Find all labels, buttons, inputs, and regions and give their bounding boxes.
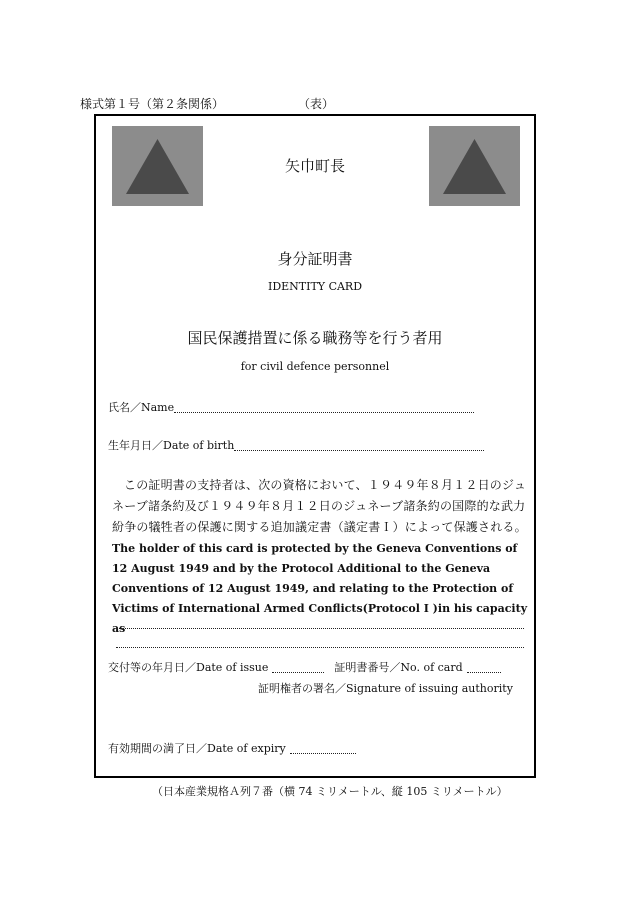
size-footnote: （日本産業規格Ａ列７番（横 74 ミリメートル、縦 105 ミリメートル） bbox=[152, 785, 508, 798]
name-field bbox=[108, 399, 474, 415]
issue-date-fill-line[interactable] bbox=[272, 671, 324, 673]
issue-date-label: 交付等の年月日／Date of issue bbox=[108, 661, 269, 674]
dob-fill-line[interactable] bbox=[234, 449, 484, 451]
card-number-label: 証明書番号／No. of card bbox=[334, 661, 463, 674]
dob-label: 生年月日／Date of birth bbox=[108, 439, 235, 452]
card-subtitle-en: for civil defence personnel bbox=[240, 360, 390, 373]
card-title-en: IDENTITY CARD bbox=[267, 280, 363, 293]
form-label: 様式第１号（第２条関係） bbox=[80, 97, 225, 111]
expiry-field bbox=[108, 740, 356, 756]
expiry-label: 有効期間の満了日／Date of expiry bbox=[108, 742, 286, 755]
protection-statement-en: The holder of this card is protected by the Geneva Conventions of 12 August 1949 and by the Protocol Additional to the Geneva Conventions of 12 August 1949, and relating to the Protection of Victims of International Armed Conflicts(Protocol I )in his capacity as bbox=[112, 542, 528, 635]
capacity-fill-line-1[interactable] bbox=[116, 628, 524, 629]
expiry-fill-line[interactable] bbox=[290, 752, 356, 754]
name-label: 氏名／Name bbox=[108, 401, 175, 414]
name-fill-line[interactable] bbox=[174, 411, 474, 413]
issuer-title: 矢巾町長 bbox=[284, 157, 345, 175]
dob-field bbox=[108, 437, 484, 453]
card-title-ja: 身分証明書 bbox=[277, 250, 353, 268]
card-number-fill-line[interactable] bbox=[467, 671, 501, 673]
issue-and-card-number-row bbox=[108, 659, 501, 675]
capacity-fill-line-2[interactable] bbox=[116, 647, 524, 648]
signature-label: 証明権者の署名／Signature of issuing authority bbox=[258, 682, 513, 695]
protection-statement-ja: この証明書の支持者は、次の資格において、１９４９年８月１２日のジュネーブ諸条約及び１９４９年８月１２日のジュネーブ諸条約の国際的な武力紛争の犠牲者の保護に関する追加議定書（議定書Ｉ）によって保護される。 bbox=[112, 478, 527, 534]
card-subtitle-ja: 国民保護措置に係る職務等を行う者用 bbox=[187, 329, 443, 347]
side-label: （表） bbox=[298, 97, 335, 111]
